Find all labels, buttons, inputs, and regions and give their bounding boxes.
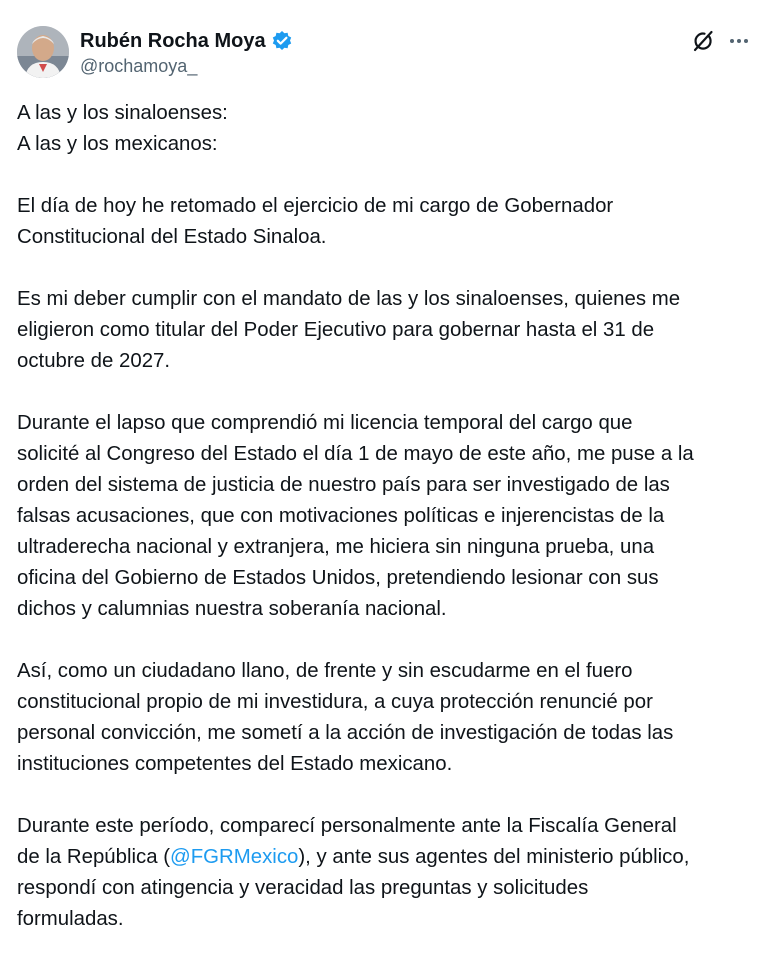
tweet-line: solicité al Congreso del Estado el día 1 de mayo de este año, me puse a la	[17, 443, 694, 465]
grok-button[interactable]	[688, 28, 718, 58]
tweet-line: respondí con atingencia y veracidad las preguntas y solicitudes	[17, 877, 589, 899]
tweet-header	[0, 0, 768, 90]
tweet-line: octubre de 2027.	[17, 350, 171, 372]
tweet-line: Constitucional del Estado Sinaloa.	[17, 226, 327, 248]
more-dots-icon	[728, 30, 750, 57]
tweet-line: Así, como un ciudadano llano, de frente y sin escudarme en el fuero	[17, 660, 633, 682]
avatar[interactable]	[17, 26, 69, 78]
tweet-line: personal convicción, me sometí a la acción de investigación de todas las	[17, 722, 674, 744]
tweet-line: Durante este período, comparecí personalmente ante la Fiscalía General	[17, 815, 677, 837]
tweet-line: ultraderecha nacional y extranjera, me hiciera sin ninguna prueba, una	[17, 536, 655, 558]
tweet-line: A las y los mexicanos:	[17, 133, 218, 155]
tweet-line: eligieron como titular del Poder Ejecutivo para gobernar hasta el 31 de	[17, 319, 655, 341]
author-handle[interactable]: @rochamoya_	[80, 56, 198, 76]
tweet-line: falsas acusaciones, que con motivaciones políticas e injerencistas de la	[17, 505, 665, 527]
more-options-button[interactable]	[724, 28, 754, 58]
tweet-line: Durante el lapso que comprendió mi licencia temporal del cargo que	[17, 412, 633, 434]
tweet-line: oficina del Gobierno de Estados Unidos, pretendiendo lesionar con sus	[17, 567, 659, 589]
verified-badge-icon	[271, 30, 293, 52]
tweet-line: constitucional propio de mi investidura, a cuya protección renuncié por	[17, 691, 653, 713]
tweet-line: Es mi deber cumplir con el mandato de las y los sinaloenses, quienes me	[17, 288, 681, 310]
tweet-line: orden del sistema de justicia de nuestro país para ser investigado de las	[17, 474, 670, 496]
tweet-line: dichos y calumnias nuestra soberanía nacional.	[17, 598, 447, 620]
tweet-text-fragment: ), y ante sus agentes del ministerio público,	[298, 846, 690, 868]
tweet-line: El día de hoy he retomado el ejercicio de mi cargo de Gobernador	[17, 195, 614, 217]
tweet-line: instituciones competentes del Estado mexicano.	[17, 753, 453, 775]
mention-fgrmexico-link[interactable]: @FGRMexico	[170, 846, 299, 868]
author-name[interactable]: Rubén Rocha Moya	[80, 29, 266, 52]
tweet-line-with-mention	[17, 842, 757, 873]
grok-slash-icon	[691, 29, 715, 58]
tweet-text	[17, 98, 757, 935]
tweet-line: A las y los sinaloenses:	[17, 102, 228, 124]
author-name-row	[80, 28, 293, 54]
tweet-text-fragment: de la República (	[17, 846, 171, 868]
tweet-line: formuladas.	[17, 908, 124, 930]
